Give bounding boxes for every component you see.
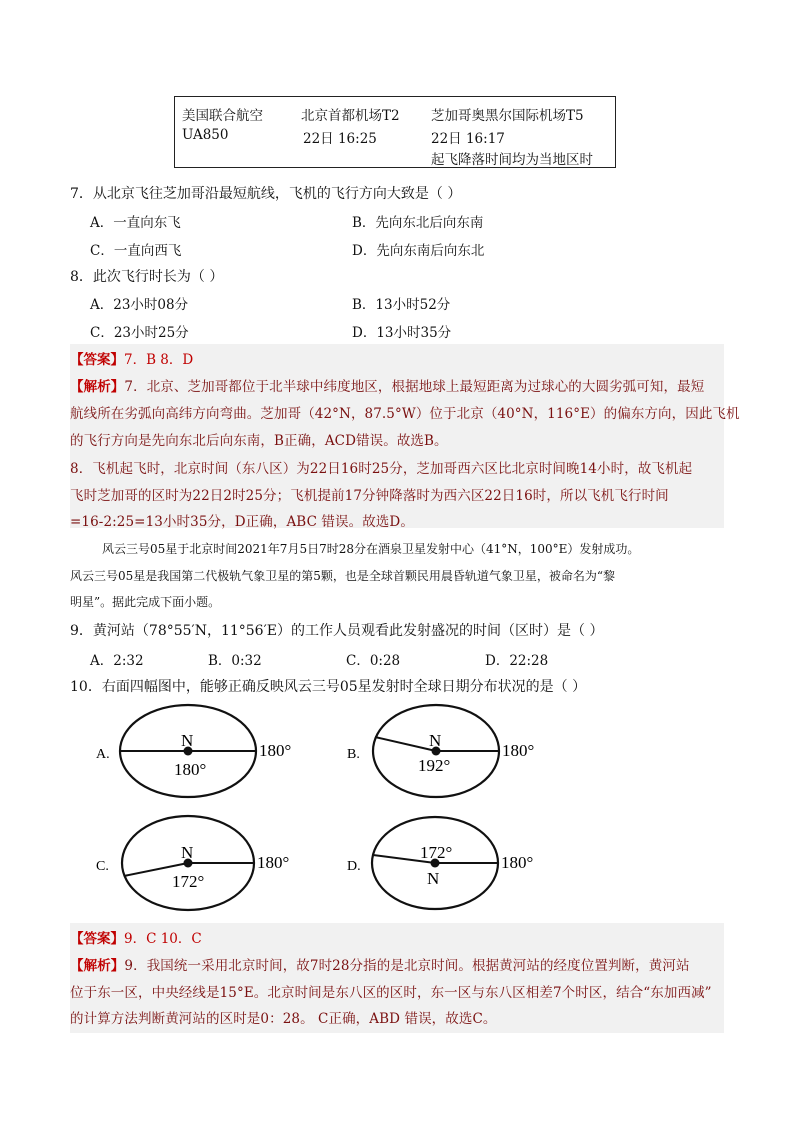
q8-option-b: B．13小时52分	[352, 297, 451, 313]
question-9-stem: 9．黄河站（78°55′N，11°56′E）的工作人员观看此发射盛况的时间（区时）是（ ）	[70, 623, 604, 639]
passage-line-1: 风云三号05星于北京时间2021年7月5日7时28分在酒泉卫星发射中心（41°N，100°E）发射成功。	[102, 542, 640, 556]
diagram-d-outer-label: 180°	[501, 853, 534, 872]
explanation-1-line-6: =16-2:25=13小时35分，D正确，ABC 错误。故选D。	[70, 514, 414, 530]
diagram-b-outer-label: 180°	[502, 741, 535, 760]
q9-option-a: A．2:32	[90, 653, 144, 669]
explanation-1-line-2: 航线所在劣弧向高纬方向弯曲。芝加哥（42°N，87.5°W）位于北京（40°N，116°E）的偏东方向，因此飞机	[70, 406, 740, 422]
q7-option-b: B．先向东北后向东南	[352, 215, 484, 231]
departure-airport: 北京首都机场T2	[301, 108, 400, 124]
explanation-2-line-3: 的计算方法判断黄河站的区时是0：28。 C正确，ABD 错误，故选C。	[70, 1011, 497, 1027]
explanation-1-line-5: 飞时芝加哥的区时为22日2时25分；飞机提前17分钟降落时为西六区22日16时，所以飞机飞行时间	[70, 488, 669, 504]
passage-line-2: 风云三号05星是我国第二代极轨气象卫星的第5颗，也是全球首颗民用晨昏轨道气象卫星，被命名为“黎	[70, 569, 616, 583]
diagram-b-dateline-west	[375, 737, 436, 751]
diagram-a-outer-label: 180°	[259, 741, 292, 760]
flight-number: UA850	[182, 127, 229, 143]
passage-line-3: 明星”。据此完成下面小题。	[70, 595, 221, 609]
diagram-b-letter: B.	[347, 747, 360, 762]
q8-option-c: C．23小时25分	[90, 325, 189, 341]
q7-option-c: C．一直向西飞	[90, 243, 182, 259]
diagram-a-inner-label: 180°	[174, 760, 207, 779]
q9-option-c: C．0:28	[346, 653, 401, 669]
answer-block-2	[70, 923, 724, 1033]
q9-option-d: D．22:28	[485, 653, 549, 669]
diagram-a-letter: A.	[96, 747, 110, 762]
diagram-c-inner-label: 172°	[172, 872, 205, 891]
answer-1-text: 7．B 8．D	[124, 352, 194, 368]
arrival-time: 22日 16:17	[431, 131, 505, 147]
explanation-1-line-4: 8．飞机起飞时，北京时间（东八区）为22日16时25分，芝加哥西六区比北京时间晚14小时，故飞机起	[70, 461, 693, 477]
q7-option-d: D．先向东南后向东北	[352, 243, 485, 259]
diagram-b	[347, 705, 534, 797]
arrival-airport: 芝加哥奥黑尔国际机场T5	[431, 108, 584, 124]
answer-label-2: 【答案】	[70, 931, 124, 947]
diagram-a-north-label: N	[181, 731, 194, 750]
diagram-b-inner-label: 192°	[418, 756, 451, 775]
airline-name: 美国联合航空	[182, 108, 263, 124]
diagram-b-north-label: N	[429, 731, 442, 750]
answer-label: 【答案】	[70, 352, 124, 368]
diagram-c-outer-label: 180°	[257, 853, 290, 872]
question-8-stem: 8．此次飞行时长为（ ）	[70, 269, 224, 285]
time-note: 起飞降落时间均为当地区时	[431, 152, 593, 168]
explanation-1-text-1: 7．北京、芝加哥都位于北半球中纬度地区，根据地球上最短距离为过球心的大圆劣弧可知，最短	[124, 379, 705, 395]
diagram-d-letter: D.	[347, 859, 361, 874]
diagram-a	[96, 705, 291, 797]
question-10-stem: 10．右面四幅图中，能够正确反映风云三号05星发射时全球日期分布状况的是（ ）	[70, 679, 587, 695]
explanation-2-text-1: 9．我国统一采用北京时间，故7时28分指的是北京时间。根据黄河站的经度位置判断，黄河站	[124, 958, 690, 974]
diagram-d-inner-label: 172°	[420, 843, 453, 862]
explanation-1-line-3: 的飞行方向是先向东北后向东南，B正确，ACD错误。故选B。	[70, 433, 448, 449]
q7-option-a: A．一直向东飞	[90, 215, 181, 231]
q8-option-d: D．13小时35分	[352, 325, 452, 341]
explanation-2-line-2: 位于东一区，中央经线是15°E。北京时间是东八区的区时，东一区与东八区相差7个时区，结合“东加西减”	[70, 985, 712, 1001]
explanation-label: 【解析】	[70, 379, 125, 395]
question-7-stem: 7．从北京飞往芝加哥沿最短航线，飞机的飞行方向大致是（ ）	[70, 186, 462, 202]
diagram-d	[347, 817, 533, 909]
answer-2-text: 9．C 10．C	[124, 931, 202, 947]
diagram-c-letter: C.	[96, 859, 109, 874]
explanation-2-line-1	[70, 954, 690, 974]
departure-time: 22日 16:25	[303, 131, 377, 147]
explanation-label-2: 【解析】	[70, 958, 125, 974]
q9-option-b: B．0:32	[208, 653, 262, 669]
diagram-c	[96, 816, 289, 910]
diagram-c-north-label: N	[181, 843, 194, 862]
answer-2	[70, 927, 202, 947]
diagram-d-north-label: N	[427, 869, 440, 888]
q8-option-a: A．23小时08分	[90, 297, 189, 313]
